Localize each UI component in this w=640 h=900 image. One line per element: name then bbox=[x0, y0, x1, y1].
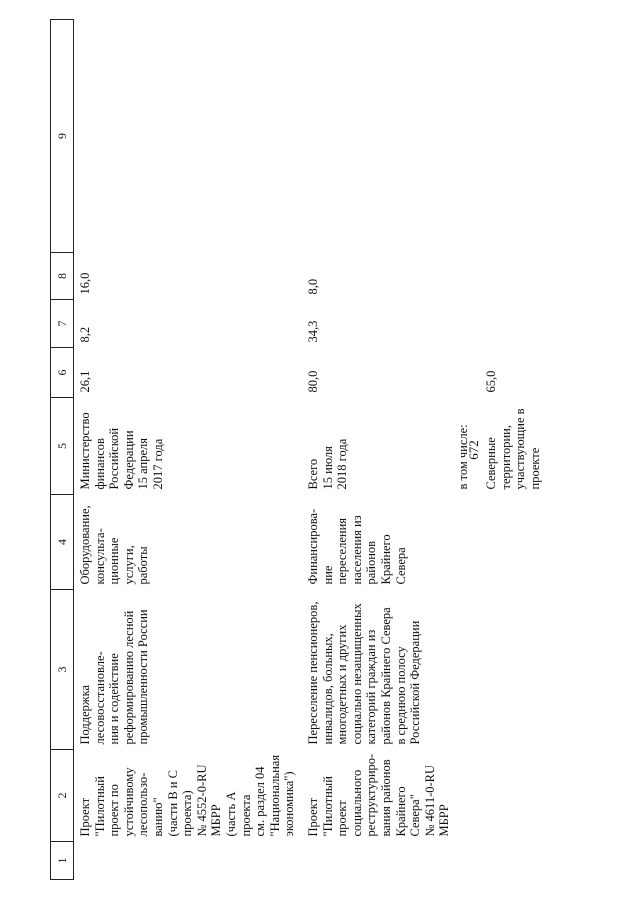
amount-cell-7: 34,3 bbox=[306, 320, 320, 343]
amount-cell-8: 8,0 bbox=[306, 278, 320, 295]
col-header-8: 8 bbox=[51, 253, 74, 300]
amount-cell-6: 65,0 bbox=[484, 370, 498, 393]
use-of-funds-cell bbox=[484, 495, 574, 590]
row-4-col-1 bbox=[484, 842, 574, 880]
purpose-cell: Поддержка лесовосстановле- ния и содействие реформированию лесной промышленности России bbox=[78, 609, 151, 745]
table-row bbox=[456, 20, 484, 880]
table-row bbox=[484, 20, 574, 880]
executor-date-cell: Всего 15 июля 2018 года bbox=[306, 438, 350, 490]
purpose-cell: Переселение пенсионеров, инвалидов, больных, многодетных и других социально незащищенных категорий граждан из районов Крайнего Севера в среднюю полосу Российской Федерации bbox=[306, 601, 423, 745]
amount-cell-7: 8,2 bbox=[78, 326, 92, 343]
project-name-cell bbox=[484, 750, 574, 842]
amount-cell-9 bbox=[456, 20, 484, 253]
amount-cell-8: 16,0 bbox=[78, 272, 92, 295]
use-of-funds-cell bbox=[456, 495, 484, 590]
project-name-cell bbox=[456, 750, 484, 842]
col-header-7: 7 bbox=[51, 300, 74, 348]
col-header-4: 4 bbox=[51, 495, 74, 590]
col-header-2: 2 bbox=[51, 750, 74, 842]
row-2-col-1 bbox=[306, 842, 456, 880]
rotated-table-sheet bbox=[50, 20, 630, 880]
executor-date-cell: в том числе: bbox=[456, 424, 470, 490]
amount-cell-6: 80,0 bbox=[306, 370, 320, 393]
header-row bbox=[51, 20, 74, 880]
col-header-6: 6 bbox=[51, 348, 74, 398]
amount-cell-7 bbox=[484, 300, 574, 348]
use-of-funds-cell: Оборудование, консульта- ционные услуги, работы bbox=[78, 505, 151, 585]
row-3-col-1 bbox=[456, 842, 484, 880]
table-row bbox=[74, 20, 307, 880]
use-of-funds-cell: Финансирова- ние переселения населения из районов Крайнего Севера bbox=[306, 508, 408, 585]
row-1-col-1 bbox=[74, 842, 307, 880]
purpose-cell bbox=[456, 590, 484, 750]
amount-cell-9 bbox=[484, 20, 574, 253]
col-header-1: 1 bbox=[51, 842, 74, 880]
executor-date-cell: Министерство финансов Российской Федерации 15 апреля 2017 года bbox=[78, 412, 165, 490]
col-header-3: 3 bbox=[51, 590, 74, 750]
amount-cell-9 bbox=[306, 20, 456, 253]
col-header-9: 9 bbox=[51, 20, 74, 253]
budget-table bbox=[50, 19, 574, 880]
amount-cell-7 bbox=[456, 300, 484, 348]
col-header-5: 5 bbox=[51, 398, 74, 495]
amount-cell-8 bbox=[456, 253, 484, 300]
amount-cell-9 bbox=[74, 20, 307, 253]
executor-date-cell: Северные территории, участвующие в проекте bbox=[484, 408, 542, 490]
project-name-cell: Проект "Пилотный проект по устойчивому лесопользо- ванию" (части В и С проекта) № 4552-0-RU МБРР (часть А проекта см. раздел 04 "Национальная экономика") bbox=[78, 754, 297, 837]
project-name-cell: Проект "Пилотный проект социального реструктуриро- вания районов Крайнего Севера" № 4611-0-RU МБРР bbox=[306, 753, 452, 837]
purpose-cell bbox=[484, 590, 574, 750]
amount-cell-6 bbox=[456, 348, 484, 398]
amount-cell-8 bbox=[484, 253, 574, 300]
table-row bbox=[306, 20, 456, 880]
page-number: 672 bbox=[466, 440, 481, 460]
amount-cell-6: 26,1 bbox=[78, 370, 92, 393]
